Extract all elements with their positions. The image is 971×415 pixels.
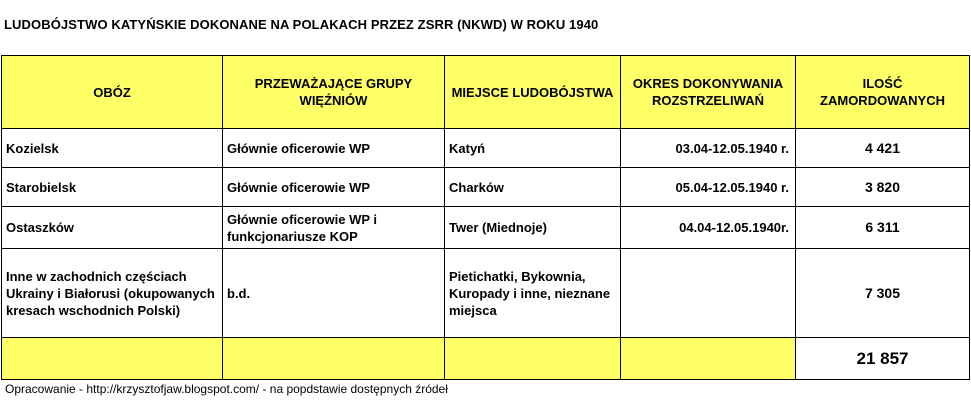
cell-camp: Inne w zachodnich częściach Ukrainy i Białorusi (okupowanych kresach wschodnich Polski) [2,249,223,338]
cell-count: 4 421 [796,129,970,168]
cell-groups: Głównie oficerowie WP [223,168,445,207]
cell-place: Charków [445,168,621,207]
empty-cell [445,338,621,380]
total-row [2,338,970,380]
source-note: Opracowanie - http://krzysztofjaw.blogspot.com/ - na popdstawie dostępnych źródeł [5,382,448,396]
page-title: LUDOBÓJSTWO KATYŃSKIE DOKONANE NA POLAKACH PRZEZ ZSRR (NKWD) W ROKU 1940 [4,17,599,32]
cell-period: 04.04-12.05.1940r. [621,207,796,249]
cell-place: Pietichatki, Bykownia, Kuropady i inne, nieznane miejsca [445,249,621,338]
cell-period: 05.04-12.05.1940 r. [621,168,796,207]
cell-place: Katyń [445,129,621,168]
cell-camp: Ostaszków [2,207,223,249]
cell-groups: Głównie oficerowie WP [223,129,445,168]
cell-camp: Starobielsk [2,168,223,207]
katyn-table [1,55,970,380]
cell-period [621,249,796,338]
header-camp: OBÓZ [2,56,223,129]
cell-place: Twer (Miednoje) [445,207,621,249]
cell-count: 7 305 [796,249,970,338]
header-groups: PRZEWAŻAJĄCE GRUPY WIĘŹNIÓW [223,56,445,129]
cell-count: 6 311 [796,207,970,249]
total-count: 21 857 [796,338,970,380]
cell-camp: Kozielsk [2,129,223,168]
table-row [2,129,970,168]
header-count: ILOŚĆ ZAMORDOWANYCH [796,56,970,129]
table-row [2,249,970,338]
cell-groups: Głównie oficerowie WP i funkcjonariusze KOP [223,207,445,249]
empty-cell [223,338,445,380]
empty-cell [621,338,796,380]
empty-cell [2,338,223,380]
header-period: OKRES DOKONYWANIA ROZSTRZELIWAŃ [621,56,796,129]
cell-period: 03.04-12.05.1940 r. [621,129,796,168]
table-row [2,168,970,207]
header-place: MIEJSCE LUDOBÓJSTWA [445,56,621,129]
header-row [2,56,970,129]
table-row [2,207,970,249]
cell-count: 3 820 [796,168,970,207]
cell-groups: b.d. [223,249,445,338]
